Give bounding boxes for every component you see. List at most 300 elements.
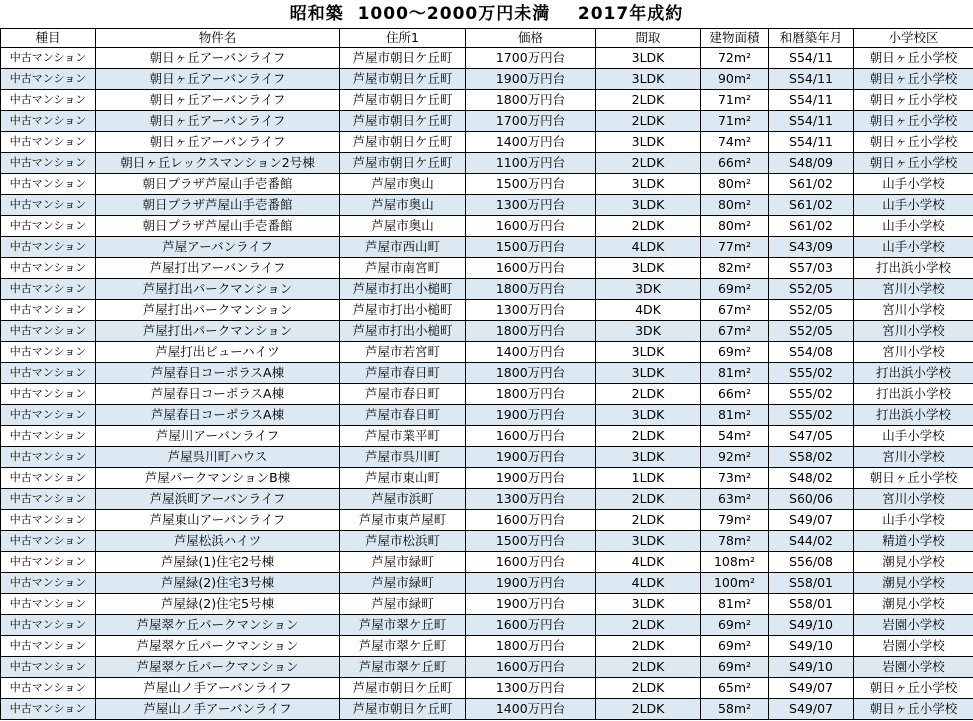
cell-school-district: 打出浜小学校 (854, 384, 973, 405)
cell-property-name: 芦屋浜町アーバンライフ (96, 489, 340, 510)
cell-property-name: 朝日ヶ丘レックスマンション2号棟 (96, 153, 340, 174)
cell-floor-area: 69m² (701, 636, 769, 657)
cell-built-date: S58/01 (769, 594, 854, 615)
cell-school-district: 朝日ヶ丘小学校 (854, 69, 973, 90)
cell-built-date: S54/11 (769, 111, 854, 132)
cell-built-date: S55/02 (769, 405, 854, 426)
cell-price: 1700万円台 (466, 48, 596, 69)
cell-school-district: 山手小学校 (854, 195, 973, 216)
table-row (1, 363, 973, 384)
cell-type: 中古マンション (1, 48, 96, 69)
cell-address: 芦屋市朝日ケ丘町 (340, 699, 466, 720)
cell-layout: 2LDK (596, 153, 701, 174)
cell-type: 中古マンション (1, 153, 96, 174)
cell-layout: 3DK (596, 321, 701, 342)
cell-property-name: 朝日プラザ芦屋山手壱番館 (96, 174, 340, 195)
cell-address: 芦屋市朝日ケ丘町 (340, 153, 466, 174)
cell-price: 1400万円台 (466, 699, 596, 720)
cell-property-name: 芦屋翠ケ丘パークマンション (96, 657, 340, 678)
cell-built-date: S52/05 (769, 279, 854, 300)
cell-address: 芦屋市若宮町 (340, 342, 466, 363)
cell-school-district: 山手小学校 (854, 216, 973, 237)
cell-address: 芦屋市朝日ケ丘町 (340, 90, 466, 111)
cell-floor-area: 79m² (701, 510, 769, 531)
cell-address: 芦屋市打出小槌町 (340, 300, 466, 321)
cell-type: 中古マンション (1, 195, 96, 216)
cell-layout: 3LDK (596, 447, 701, 468)
cell-layout: 2LDK (596, 615, 701, 636)
cell-address: 芦屋市春日町 (340, 363, 466, 384)
table-row (1, 90, 973, 111)
table-row (1, 426, 973, 447)
cell-property-name: 芦屋緑(2)住宅5号棟 (96, 594, 340, 615)
cell-built-date: S58/01 (769, 573, 854, 594)
cell-floor-area: 72m² (701, 48, 769, 69)
cell-floor-area: 71m² (701, 111, 769, 132)
cell-price: 1900万円台 (466, 405, 596, 426)
cell-school-district: 岩園小学校 (854, 615, 973, 636)
table-row (1, 510, 973, 531)
cell-price: 1800万円台 (466, 90, 596, 111)
cell-school-district: 朝日ヶ丘小学校 (854, 468, 973, 489)
cell-school-district: 宮川小学校 (854, 321, 973, 342)
cell-school-district: 朝日ヶ丘小学校 (854, 153, 973, 174)
cell-address: 芦屋市奥山 (340, 216, 466, 237)
cell-price: 1300万円台 (466, 195, 596, 216)
cell-layout: 2LDK (596, 426, 701, 447)
table-row (1, 447, 973, 468)
cell-address: 芦屋市東芦屋町 (340, 510, 466, 531)
cell-floor-area: 54m² (701, 426, 769, 447)
cell-floor-area: 80m² (701, 174, 769, 195)
table-row (1, 468, 973, 489)
cell-built-date: S60/06 (769, 489, 854, 510)
cell-type: 中古マンション (1, 174, 96, 195)
cell-school-district: 潮見小学校 (854, 552, 973, 573)
cell-layout: 2LDK (596, 657, 701, 678)
column-header-type: 種目 (1, 29, 96, 48)
table-row (1, 615, 973, 636)
header-row (1, 29, 973, 48)
column-header-property-name: 物件名 (96, 29, 340, 48)
cell-type: 中古マンション (1, 489, 96, 510)
cell-price: 1600万円台 (466, 552, 596, 573)
cell-layout: 3LDK (596, 258, 701, 279)
cell-built-date: S48/09 (769, 153, 854, 174)
table-row (1, 384, 973, 405)
table-row (1, 699, 973, 720)
cell-layout: 2LDK (596, 510, 701, 531)
cell-type: 中古マンション (1, 279, 96, 300)
cell-price: 1900万円台 (466, 468, 596, 489)
cell-address: 芦屋市朝日ケ丘町 (340, 111, 466, 132)
cell-price: 1300万円台 (466, 678, 596, 699)
cell-property-name: 芦屋打出アーバンライフ (96, 258, 340, 279)
cell-layout: 4LDK (596, 237, 701, 258)
cell-type: 中古マンション (1, 321, 96, 342)
cell-address: 芦屋市朝日ケ丘町 (340, 132, 466, 153)
cell-price: 1800万円台 (466, 321, 596, 342)
cell-address: 芦屋市呉川町 (340, 447, 466, 468)
cell-floor-area: 66m² (701, 384, 769, 405)
table-row (1, 48, 973, 69)
cell-type: 中古マンション (1, 510, 96, 531)
cell-address: 芦屋市朝日ケ丘町 (340, 69, 466, 90)
table-row (1, 258, 973, 279)
cell-property-name: 芦屋緑(1)住宅2号棟 (96, 552, 340, 573)
cell-type: 中古マンション (1, 216, 96, 237)
cell-property-name: 芦屋松浜ハイツ (96, 531, 340, 552)
cell-layout: 2LDK (596, 216, 701, 237)
cell-layout: 4LDK (596, 552, 701, 573)
cell-layout: 2LDK (596, 636, 701, 657)
cell-address: 芦屋市緑町 (340, 552, 466, 573)
cell-floor-area: 100m² (701, 573, 769, 594)
cell-property-name: 朝日プラザ芦屋山手壱番館 (96, 216, 340, 237)
table-row (1, 132, 973, 153)
cell-floor-area: 80m² (701, 216, 769, 237)
table-row (1, 594, 973, 615)
cell-address: 芦屋市奥山 (340, 174, 466, 195)
cell-price: 1800万円台 (466, 279, 596, 300)
cell-built-date: S52/05 (769, 300, 854, 321)
cell-built-date: S56/08 (769, 552, 854, 573)
cell-price: 1900万円台 (466, 69, 596, 90)
cell-address: 芦屋市春日町 (340, 405, 466, 426)
cell-built-date: S49/10 (769, 657, 854, 678)
cell-address: 芦屋市春日町 (340, 384, 466, 405)
column-header-school-district: 小学校区 (854, 29, 973, 48)
cell-address: 芦屋市西山町 (340, 237, 466, 258)
table-row (1, 174, 973, 195)
cell-price: 1900万円台 (466, 594, 596, 615)
cell-school-district: 宮川小学校 (854, 447, 973, 468)
cell-layout: 4LDK (596, 573, 701, 594)
cell-type: 中古マンション (1, 531, 96, 552)
cell-layout: 3LDK (596, 48, 701, 69)
cell-school-district: 宮川小学校 (854, 489, 973, 510)
cell-price: 1600万円台 (466, 510, 596, 531)
cell-property-name: 芦屋打出パークマンション (96, 321, 340, 342)
cell-floor-area: 69m² (701, 279, 769, 300)
cell-address: 芦屋市朝日ケ丘町 (340, 48, 466, 69)
cell-school-district: 朝日ヶ丘小学校 (854, 678, 973, 699)
cell-school-district: 精道小学校 (854, 531, 973, 552)
cell-type: 中古マンション (1, 594, 96, 615)
cell-school-district: 山手小学校 (854, 426, 973, 447)
cell-price: 1600万円台 (466, 258, 596, 279)
cell-built-date: S48/02 (769, 468, 854, 489)
cell-price: 1600万円台 (466, 657, 596, 678)
cell-property-name: 芦屋アーバンライフ (96, 237, 340, 258)
table-row (1, 657, 973, 678)
table-row (1, 111, 973, 132)
cell-address: 芦屋市南宮町 (340, 258, 466, 279)
cell-type: 中古マンション (1, 552, 96, 573)
table-row (1, 69, 973, 90)
cell-property-name: 芦屋川アーバンライフ (96, 426, 340, 447)
cell-floor-area: 67m² (701, 321, 769, 342)
table-row (1, 300, 973, 321)
table-row (1, 636, 973, 657)
cell-price: 1900万円台 (466, 573, 596, 594)
cell-property-name: 芦屋緑(2)住宅3号棟 (96, 573, 340, 594)
cell-address: 芦屋市翠ケ丘町 (340, 657, 466, 678)
cell-price: 1800万円台 (466, 384, 596, 405)
cell-layout: 3LDK (596, 132, 701, 153)
cell-built-date: S54/11 (769, 90, 854, 111)
cell-school-district: 朝日ヶ丘小学校 (854, 132, 973, 153)
cell-school-district: 岩園小学校 (854, 657, 973, 678)
cell-property-name: 芦屋春日コーポラスA棟 (96, 405, 340, 426)
cell-floor-area: 80m² (701, 195, 769, 216)
cell-price: 1500万円台 (466, 531, 596, 552)
cell-school-district: 山手小学校 (854, 174, 973, 195)
table-row (1, 678, 973, 699)
cell-price: 1300万円台 (466, 300, 596, 321)
cell-layout: 2LDK (596, 111, 701, 132)
cell-built-date: S49/10 (769, 636, 854, 657)
cell-property-name: 芦屋パークマンションB棟 (96, 468, 340, 489)
cell-floor-area: 71m² (701, 90, 769, 111)
cell-address: 芦屋市業平町 (340, 426, 466, 447)
cell-floor-area: 73m² (701, 468, 769, 489)
cell-school-district: 朝日ヶ丘小学校 (854, 90, 973, 111)
cell-type: 中古マンション (1, 678, 96, 699)
cell-school-district: 宮川小学校 (854, 279, 973, 300)
cell-type: 中古マンション (1, 573, 96, 594)
cell-price: 1600万円台 (466, 216, 596, 237)
cell-type: 中古マンション (1, 132, 96, 153)
cell-school-district: 朝日ヶ丘小学校 (854, 699, 973, 720)
column-header-layout: 間取 (596, 29, 701, 48)
table-row (1, 489, 973, 510)
cell-built-date: S54/08 (769, 342, 854, 363)
cell-type: 中古マンション (1, 363, 96, 384)
cell-layout: 2LDK (596, 90, 701, 111)
cell-built-date: S54/11 (769, 48, 854, 69)
cell-school-district: 宮川小学校 (854, 300, 973, 321)
cell-school-district: 朝日ヶ丘小学校 (854, 111, 973, 132)
table-row (1, 279, 973, 300)
cell-built-date: S52/05 (769, 321, 854, 342)
cell-floor-area: 81m² (701, 363, 769, 384)
table-row (1, 531, 973, 552)
cell-type: 中古マンション (1, 657, 96, 678)
cell-type: 中古マンション (1, 426, 96, 447)
cell-property-name: 芦屋翠ケ丘パークマンション (96, 636, 340, 657)
cell-property-name: 芦屋打出パークマンション (96, 279, 340, 300)
cell-address: 芦屋市打出小槌町 (340, 279, 466, 300)
cell-built-date: S61/02 (769, 195, 854, 216)
cell-type: 中古マンション (1, 342, 96, 363)
column-header-built-date: 和暦築年月 (769, 29, 854, 48)
cell-price: 1700万円台 (466, 111, 596, 132)
cell-type: 中古マンション (1, 405, 96, 426)
cell-built-date: S49/07 (769, 699, 854, 720)
cell-type: 中古マンション (1, 468, 96, 489)
cell-address: 芦屋市東山町 (340, 468, 466, 489)
cell-price: 1400万円台 (466, 342, 596, 363)
table-row (1, 573, 973, 594)
cell-floor-area: 58m² (701, 699, 769, 720)
cell-layout: 2LDK (596, 699, 701, 720)
cell-floor-area: 90m² (701, 69, 769, 90)
cell-price: 1100万円台 (466, 153, 596, 174)
cell-built-date: S55/02 (769, 384, 854, 405)
cell-layout: 3LDK (596, 363, 701, 384)
cell-layout: 3LDK (596, 531, 701, 552)
cell-school-district: 打出浜小学校 (854, 363, 973, 384)
cell-type: 中古マンション (1, 384, 96, 405)
cell-layout: 3LDK (596, 405, 701, 426)
cell-built-date: S54/11 (769, 69, 854, 90)
cell-address: 芦屋市翠ケ丘町 (340, 615, 466, 636)
column-header-address: 住所1 (340, 29, 466, 48)
cell-type: 中古マンション (1, 90, 96, 111)
cell-built-date: S58/02 (769, 447, 854, 468)
cell-property-name: 芦屋山ノ手アーバンライフ (96, 699, 340, 720)
cell-type: 中古マンション (1, 258, 96, 279)
cell-floor-area: 108m² (701, 552, 769, 573)
cell-address: 芦屋市緑町 (340, 594, 466, 615)
table-row (1, 237, 973, 258)
cell-layout: 3DK (596, 279, 701, 300)
cell-built-date: S49/10 (769, 615, 854, 636)
cell-layout: 3LDK (596, 69, 701, 90)
cell-address: 芦屋市松浜町 (340, 531, 466, 552)
cell-school-district: 宮川小学校 (854, 342, 973, 363)
cell-built-date: S49/07 (769, 678, 854, 699)
cell-price: 1900万円台 (466, 447, 596, 468)
cell-layout: 3LDK (596, 342, 701, 363)
cell-price: 1600万円台 (466, 426, 596, 447)
cell-layout: 2LDK (596, 678, 701, 699)
cell-floor-area: 65m² (701, 678, 769, 699)
cell-school-district: 打出浜小学校 (854, 405, 973, 426)
table-row (1, 342, 973, 363)
cell-layout: 1LDK (596, 468, 701, 489)
cell-floor-area: 67m² (701, 300, 769, 321)
cell-address: 芦屋市奥山 (340, 195, 466, 216)
cell-floor-area: 74m² (701, 132, 769, 153)
cell-property-name: 朝日ヶ丘アーバンライフ (96, 48, 340, 69)
cell-floor-area: 92m² (701, 447, 769, 468)
cell-price: 1400万円台 (466, 132, 596, 153)
cell-built-date: S61/02 (769, 174, 854, 195)
cell-property-name: 芦屋山ノ手アーバンライフ (96, 678, 340, 699)
cell-price: 1500万円台 (466, 237, 596, 258)
cell-floor-area: 82m² (701, 258, 769, 279)
cell-floor-area: 81m² (701, 594, 769, 615)
cell-school-district: 打出浜小学校 (854, 258, 973, 279)
cell-property-name: 芦屋春日コーポラスA棟 (96, 363, 340, 384)
cell-built-date: S55/02 (769, 363, 854, 384)
cell-property-name: 芦屋東山アーバンライフ (96, 510, 340, 531)
cell-built-date: S54/11 (769, 132, 854, 153)
cell-built-date: S49/07 (769, 510, 854, 531)
cell-school-district: 朝日ヶ丘小学校 (854, 48, 973, 69)
cell-school-district: 山手小学校 (854, 237, 973, 258)
cell-address: 芦屋市緑町 (340, 573, 466, 594)
cell-address: 芦屋市朝日ケ丘町 (340, 678, 466, 699)
column-header-price: 価格 (466, 29, 596, 48)
cell-school-district: 潮見小学校 (854, 573, 973, 594)
table-row (1, 552, 973, 573)
cell-floor-area: 69m² (701, 615, 769, 636)
cell-property-name: 朝日ヶ丘アーバンライフ (96, 90, 340, 111)
cell-property-name: 朝日ヶ丘アーバンライフ (96, 111, 340, 132)
cell-floor-area: 81m² (701, 405, 769, 426)
cell-layout: 4DK (596, 300, 701, 321)
cell-built-date: S43/09 (769, 237, 854, 258)
cell-property-name: 芦屋翠ケ丘パークマンション (96, 615, 340, 636)
cell-property-name: 芦屋春日コーポラスA棟 (96, 384, 340, 405)
cell-price: 1300万円台 (466, 489, 596, 510)
cell-property-name: 朝日ヶ丘アーバンライフ (96, 69, 340, 90)
cell-floor-area: 69m² (701, 342, 769, 363)
table-row (1, 321, 973, 342)
table-row (1, 405, 973, 426)
table-row (1, 153, 973, 174)
cell-built-date: S47/05 (769, 426, 854, 447)
table-row (1, 216, 973, 237)
column-header-floor-area: 建物面積 (701, 29, 769, 48)
cell-built-date: S61/02 (769, 216, 854, 237)
cell-property-name: 朝日ヶ丘アーバンライフ (96, 132, 340, 153)
cell-type: 中古マンション (1, 111, 96, 132)
cell-property-name: 芦屋呉川町ハウス (96, 447, 340, 468)
cell-property-name: 朝日プラザ芦屋山手壱番館 (96, 195, 340, 216)
cell-layout: 3LDK (596, 195, 701, 216)
cell-floor-area: 66m² (701, 153, 769, 174)
page-title: 昭和築 1000～2000万円未満 2017年成約 (289, 4, 684, 24)
cell-built-date: S44/02 (769, 531, 854, 552)
table-row (1, 195, 973, 216)
cell-property-name: 芦屋打出パークマンション (96, 300, 340, 321)
cell-layout: 2LDK (596, 489, 701, 510)
cell-type: 中古マンション (1, 636, 96, 657)
cell-price: 1600万円台 (466, 615, 596, 636)
cell-floor-area: 78m² (701, 531, 769, 552)
cell-built-date: S57/03 (769, 258, 854, 279)
table-body (1, 48, 973, 720)
cell-type: 中古マンション (1, 237, 96, 258)
cell-floor-area: 63m² (701, 489, 769, 510)
cell-type: 中古マンション (1, 699, 96, 720)
cell-type: 中古マンション (1, 615, 96, 636)
cell-address: 芦屋市翠ケ丘町 (340, 636, 466, 657)
cell-school-district: 潮見小学校 (854, 594, 973, 615)
cell-layout: 2LDK (596, 384, 701, 405)
cell-type: 中古マンション (1, 447, 96, 468)
cell-type: 中古マンション (1, 69, 96, 90)
cell-address: 芦屋市浜町 (340, 489, 466, 510)
cell-price: 1800万円台 (466, 363, 596, 384)
listing-table (0, 28, 973, 720)
cell-school-district: 山手小学校 (854, 510, 973, 531)
cell-floor-area: 77m² (701, 237, 769, 258)
cell-type: 中古マンション (1, 300, 96, 321)
cell-layout: 3LDK (596, 594, 701, 615)
cell-price: 1500万円台 (466, 174, 596, 195)
cell-property-name: 芦屋打出ビューハイツ (96, 342, 340, 363)
cell-layout: 3LDK (596, 174, 701, 195)
cell-floor-area: 69m² (701, 657, 769, 678)
cell-school-district: 岩園小学校 (854, 636, 973, 657)
cell-address: 芦屋市打出小槌町 (340, 321, 466, 342)
cell-price: 1800万円台 (466, 636, 596, 657)
